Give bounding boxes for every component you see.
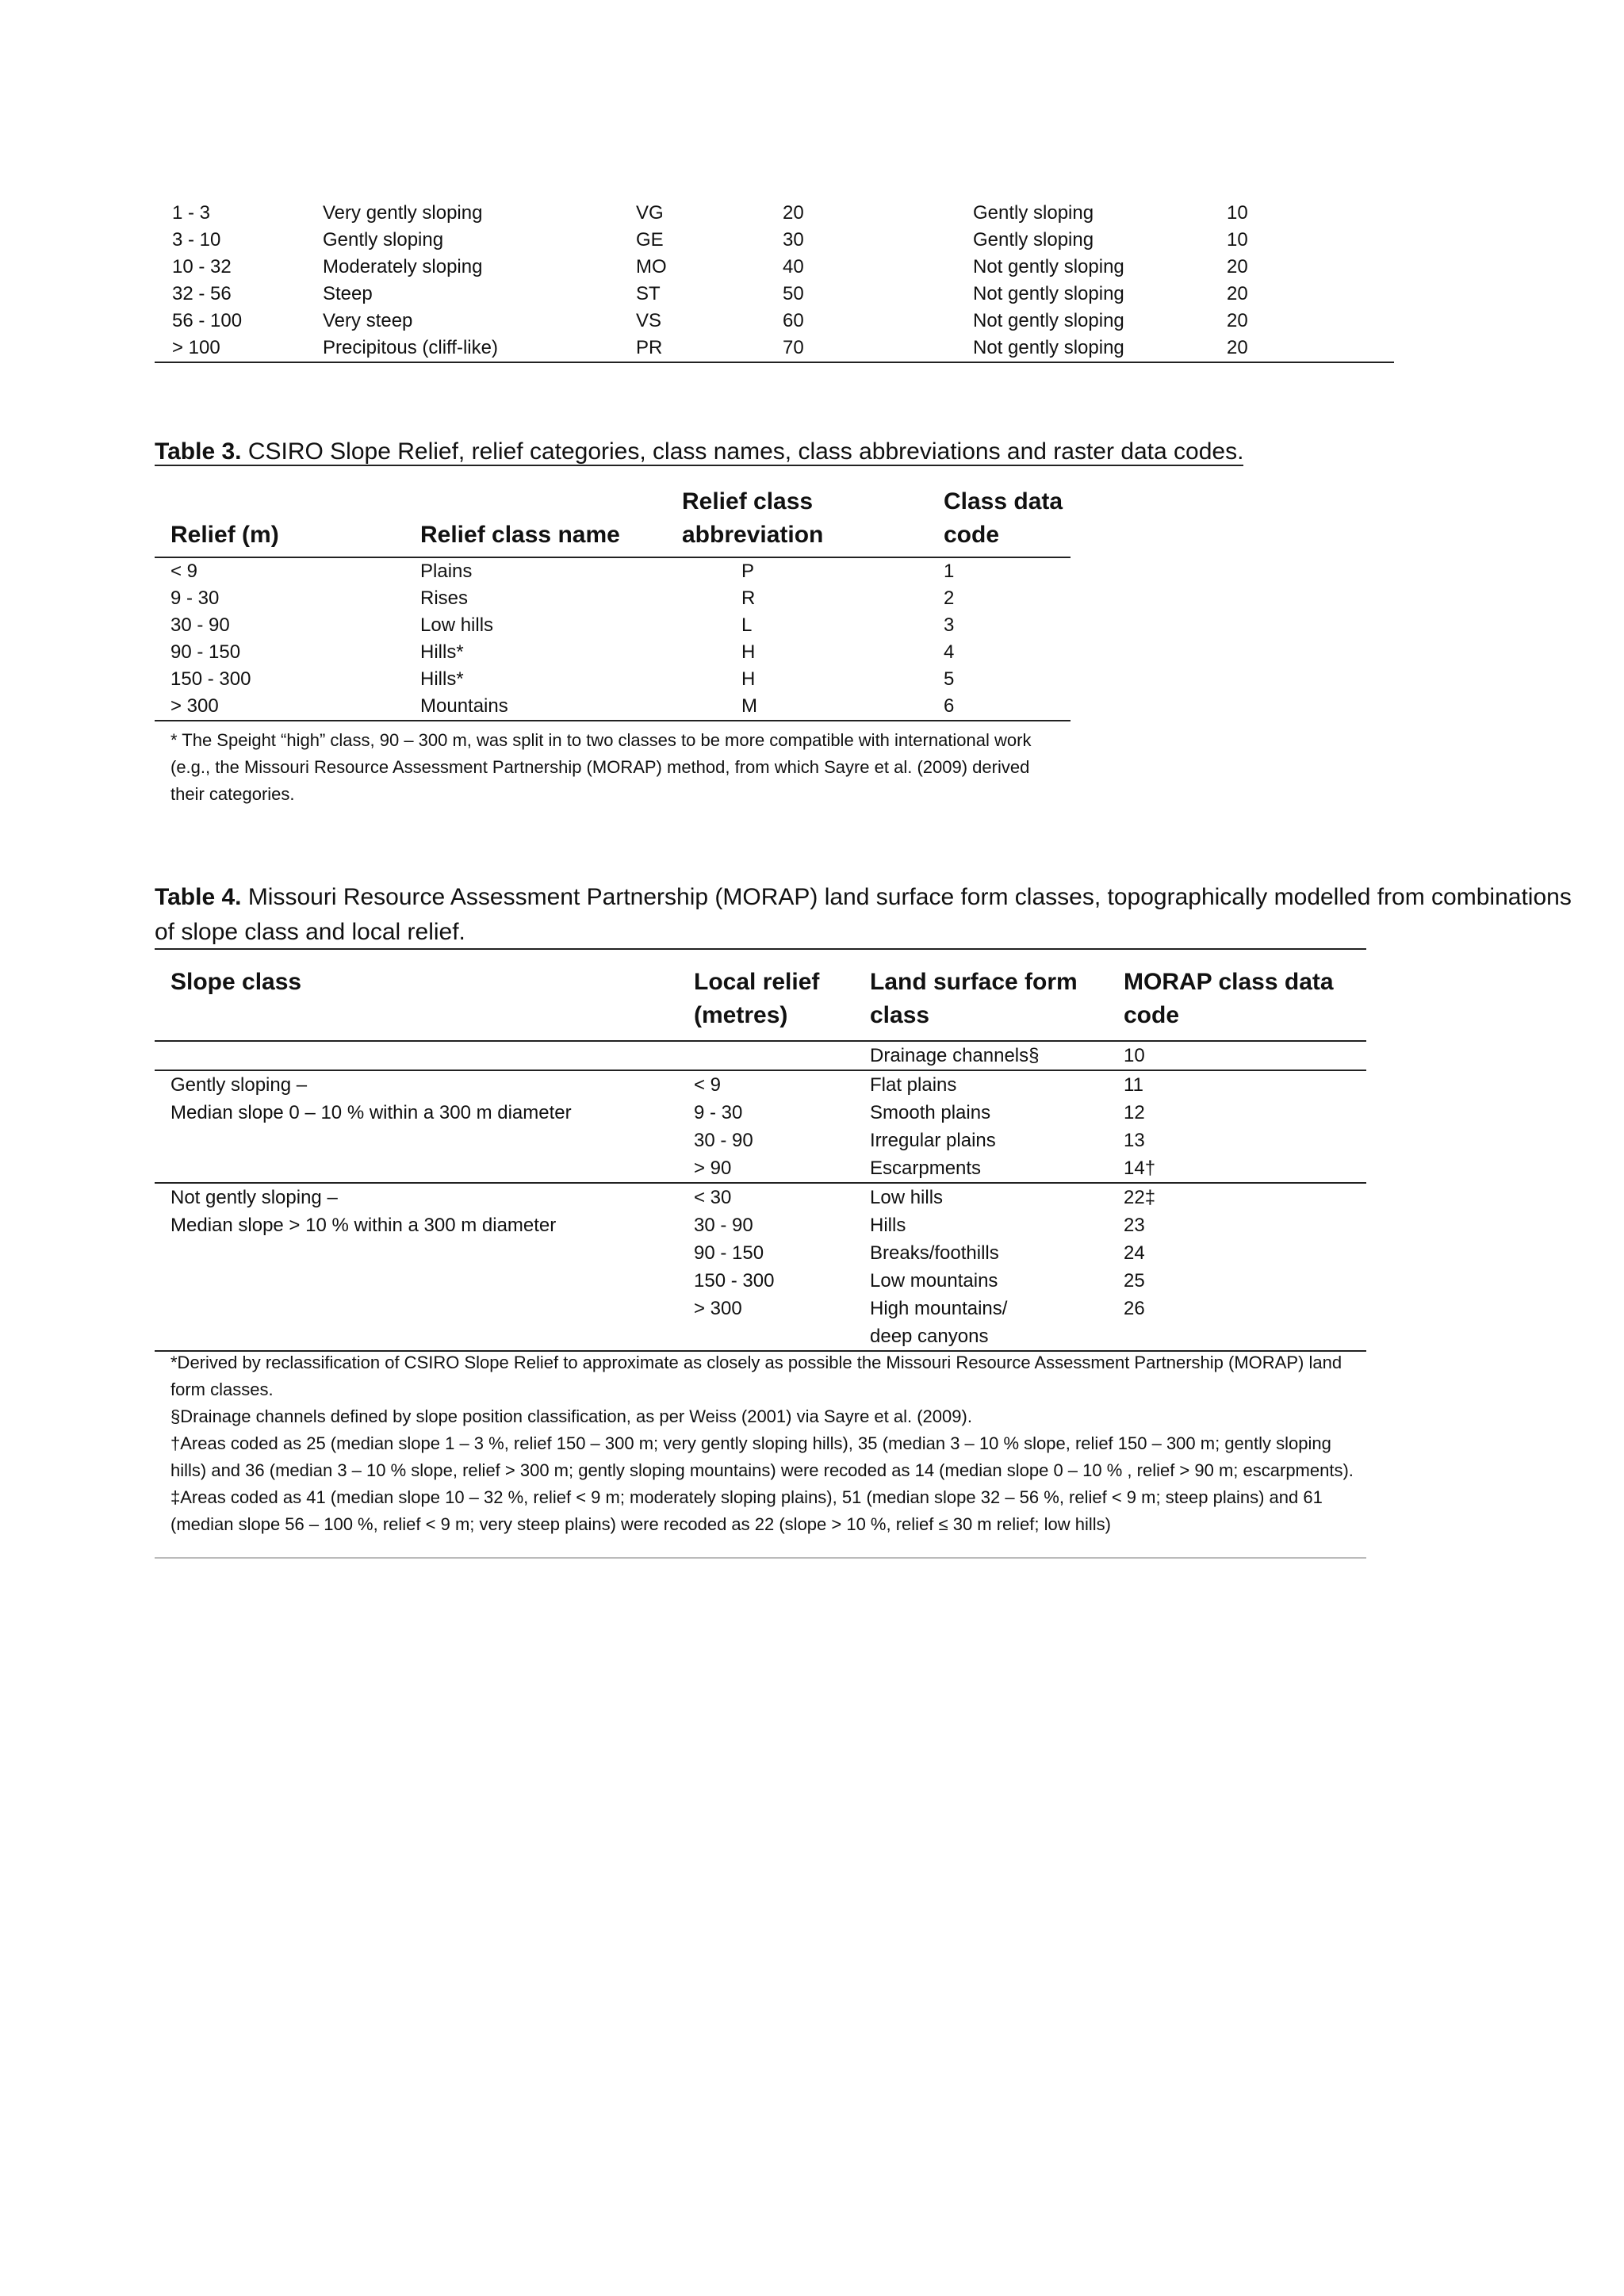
table-cell: 10 — [1124, 1041, 1366, 1070]
column-header: Slope class — [155, 949, 694, 1041]
table-cell — [694, 1322, 870, 1351]
table3 — [155, 485, 1071, 721]
table-row — [155, 1322, 1366, 1351]
table-cell: Very steep — [323, 310, 413, 331]
table-cell: Breaks/foothills — [870, 1242, 999, 1264]
table-cell: ST — [636, 283, 661, 304]
table-cell: 9 - 30 — [694, 1102, 743, 1123]
table-cell: Not gently sloping — [973, 256, 1124, 277]
table-cell: Not gently sloping — [973, 283, 1124, 304]
table-cell — [694, 1041, 870, 1070]
table-cell: 12 — [1124, 1102, 1145, 1123]
table-cell: Hills — [870, 1215, 906, 1236]
table-cell: 90 - 150 — [170, 641, 241, 663]
table-cell: 50 — [783, 283, 804, 304]
table-cell — [155, 1154, 694, 1183]
table-cell: > 300 — [155, 693, 420, 721]
table-cell: 60 — [783, 310, 804, 331]
footnote: ‡Areas coded as 41 (median slope 10 – 32 %, relief < 9 m; moderately sloping plains), 51 (median slope 32 – 56 %, relief < 9 m; steep plains) and 61 (median slope 56 – 100 %, relief < 9 m; very steep plains) were recoded as 22 (slope > 10 %, relief ≤ 30 m relief; low hills) — [170, 1487, 1323, 1534]
table-cell: 56 - 100 — [172, 310, 243, 331]
table-cell: High mountains/ — [870, 1298, 1008, 1319]
table-cell: 3 - 10 — [172, 229, 221, 251]
table-cell: 20 — [1227, 283, 1248, 304]
slope-class-cell: Median slope 0 – 10 % within a 300 m diameter — [170, 1102, 572, 1123]
table-cell: 32 - 56 — [172, 283, 232, 304]
table-cell: Not gently sloping — [973, 310, 1124, 331]
table3-caption-text: CSIRO Slope Relief, relief categories, class names, class abbreviations and raster data codes. — [241, 438, 1244, 465]
table-cell: 20 — [1227, 256, 1248, 277]
table-row — [155, 1154, 1366, 1183]
table-row — [155, 666, 1071, 693]
table-cell: 90 - 150 — [694, 1242, 764, 1264]
table-cell: H — [741, 668, 756, 690]
table-row — [155, 639, 1071, 666]
table-row — [155, 1239, 1366, 1267]
table-cell — [155, 1239, 694, 1267]
table-cell: P — [741, 561, 755, 582]
table3-caption-underlined — [155, 438, 1243, 466]
table-cell: 20 — [1227, 335, 1394, 362]
table-cell: 1 — [944, 561, 955, 582]
column-header: Relief class name — [420, 485, 682, 557]
table-cell: 24 — [1124, 1242, 1145, 1264]
table-cell: deep canyons — [870, 1322, 1124, 1351]
table-cell: Plains — [420, 561, 473, 582]
footnote: †Areas coded as 25 (median slope 1 – 3 %, relief 150 – 300 m; very gently sloping hills), 35 (median 3 – 10 % slope, relief 150 – 300 m; gently sloping hills) and 36 (median 3 – 10 % slope, relief > 300 m; gently sloping mountains) were recoded as 14 (median slope 0 – 10 % , relief > 90 m; escarpments). — [170, 1433, 1354, 1480]
table-cell: Rises — [420, 587, 469, 609]
table-cell: VS — [636, 310, 662, 331]
table4-label: Table 4. — [155, 884, 242, 910]
table-cell: Steep — [323, 283, 373, 304]
table-row — [155, 557, 1071, 585]
table-cell — [155, 1041, 694, 1070]
table-cell: 70 — [783, 335, 973, 362]
table-row — [155, 200, 1394, 227]
table-cell: 23 — [1124, 1215, 1145, 1236]
table-cell: Flat plains — [870, 1074, 957, 1096]
column-header: MORAP class data code — [1124, 949, 1366, 1041]
table-cell: Escarpments — [870, 1154, 1124, 1183]
table-cell: M — [682, 693, 944, 721]
table-row — [155, 693, 1071, 721]
table-row — [155, 612, 1071, 639]
table-row — [155, 1041, 1366, 1070]
table-cell: 30 - 90 — [170, 614, 230, 636]
table-row — [155, 281, 1394, 308]
table-cell: VG — [636, 202, 664, 224]
table-cell: 10 — [1227, 202, 1248, 224]
table-cell: Hills* — [420, 668, 464, 690]
table-cell: Irregular plains — [870, 1130, 996, 1151]
footnote: §Drainage channels defined by slope position classification, as per Weiss (2001) via Sayre et al. (2009). — [170, 1406, 972, 1426]
table-row — [155, 308, 1394, 335]
table-cell — [155, 1127, 694, 1154]
table4-caption — [155, 880, 1574, 950]
table-cell: 22‡ — [1124, 1187, 1156, 1208]
slope-class-cell: Median slope > 10 % within a 300 m diameter — [170, 1215, 557, 1236]
table-cell: 13 — [1124, 1130, 1145, 1151]
table-row — [155, 1127, 1366, 1154]
table-cell: 2 — [944, 587, 955, 609]
table-cell — [155, 1295, 694, 1322]
table-cell: 3 — [944, 614, 955, 636]
table-cell: 5 — [944, 668, 955, 690]
table-cell: L — [741, 614, 753, 636]
column-header: Relief class abbreviation — [682, 485, 944, 557]
table-cell: PR — [636, 335, 783, 362]
table-cell: Very gently sloping — [323, 202, 483, 224]
table-cell: Mountains — [420, 693, 682, 721]
table-cell: Smooth plains — [870, 1102, 991, 1123]
table-cell: R — [741, 587, 756, 609]
table-cell: 30 - 90 — [694, 1215, 753, 1236]
table-cell: > 90 — [694, 1154, 870, 1183]
table-cell — [1124, 1322, 1366, 1351]
table4-caption-text: Missouri Resource Assessment Partnership (MORAP) land surface form classes, topographically modelled from combinations of slope class and local relief. — [155, 884, 1572, 945]
table-cell: 9 - 30 — [170, 587, 220, 609]
table-cell: Precipitous (cliff-like) — [323, 335, 636, 362]
table-cell: Not gently sloping — [973, 335, 1227, 362]
table-cell: Drainage channels§ — [870, 1041, 1124, 1070]
table-cell: < 30 — [694, 1187, 732, 1208]
table3-footnote: * The Speight “high” class, 90 – 300 m, was split in to two classes to be more compatible with international work (e.g., the Missouri Resource Assessment Partnership (MORAP) method, from which Sayre et al. (2009) derived their categories. — [170, 730, 1032, 804]
table-cell: Gently sloping — [973, 229, 1094, 251]
table3-caption — [155, 434, 1503, 469]
table-cell: 11 — [1124, 1074, 1143, 1096]
table-row — [155, 1267, 1366, 1295]
table-row — [155, 1211, 1366, 1239]
table3-label: Table 3. — [155, 438, 242, 465]
table-cell: > 300 — [694, 1298, 742, 1319]
table-cell: Gently sloping — [323, 229, 444, 251]
table-cell: Hills* — [420, 641, 464, 663]
table-row — [155, 1295, 1366, 1322]
table-row — [155, 227, 1394, 254]
table2-continuation — [155, 200, 1394, 363]
table-cell: 10 - 32 — [172, 256, 232, 277]
table-cell: 150 - 300 — [694, 1270, 775, 1292]
table-cell: Low hills — [420, 614, 494, 636]
table-cell: GE — [636, 229, 664, 251]
table-cell: 150 - 300 — [170, 668, 251, 690]
table-cell: 25 — [1124, 1270, 1145, 1292]
table-header-row — [155, 485, 1071, 557]
column-header: Local relief (metres) — [694, 949, 870, 1041]
table-cell: MO — [636, 256, 667, 277]
table4-footnotes — [155, 1349, 1366, 1559]
table-cell: 14† — [1124, 1154, 1366, 1183]
footnote: *Derived by reclassification of CSIRO Slope Relief to approximate as closely as possible the Missouri Resource Assessment Partnership (MORAP) land form classes. — [170, 1353, 1342, 1399]
table-cell: H — [741, 641, 756, 663]
table-cell: Low hills — [870, 1187, 944, 1208]
table-cell: < 9 — [170, 561, 198, 582]
table-cell: Low mountains — [870, 1270, 998, 1292]
table-row — [155, 1070, 1366, 1099]
table-row — [155, 335, 1394, 362]
table-cell: 10 — [1227, 229, 1248, 251]
column-header: Relief (m) — [155, 485, 420, 557]
table-cell — [155, 1267, 694, 1295]
table-row — [155, 1099, 1366, 1127]
table-cell: 26 — [1124, 1298, 1145, 1319]
column-header: Class data code — [944, 485, 1071, 557]
table-row — [155, 1183, 1366, 1211]
table-cell: 6 — [944, 693, 1071, 721]
table-cell: 4 — [944, 641, 955, 663]
column-header: Land surface form class — [870, 949, 1124, 1041]
table-header-row — [155, 949, 1366, 1041]
table-cell: 1 - 3 — [172, 202, 211, 224]
table-cell — [155, 1322, 694, 1351]
table-cell: 40 — [783, 256, 804, 277]
table-cell: 30 - 90 — [694, 1130, 753, 1151]
table-cell: > 100 — [155, 335, 323, 362]
table-cell: 20 — [1227, 310, 1248, 331]
table-cell: 30 — [783, 229, 804, 251]
slope-class-cell: Not gently sloping – — [170, 1187, 338, 1208]
slope-class-cell: Gently sloping – — [170, 1074, 308, 1096]
table-cell: < 9 — [694, 1074, 722, 1096]
table4 — [155, 948, 1366, 1352]
table-cell: Gently sloping — [973, 202, 1094, 224]
table-row — [155, 254, 1394, 281]
table-cell: Moderately sloping — [323, 256, 483, 277]
table-row — [155, 585, 1071, 612]
table-cell: 20 — [783, 202, 804, 224]
